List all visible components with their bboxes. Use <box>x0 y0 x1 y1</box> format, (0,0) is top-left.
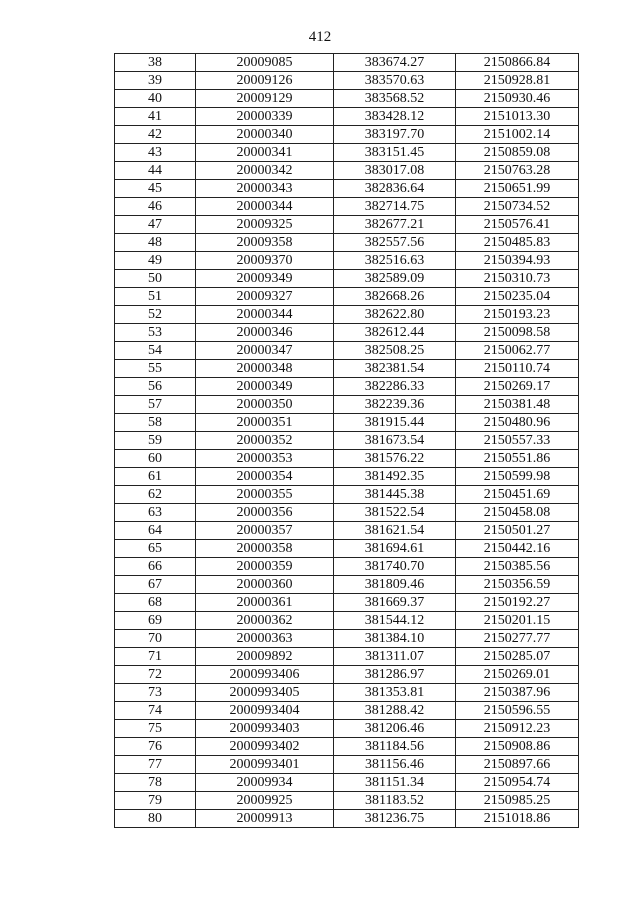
x-coordinate-cell: 381669.37 <box>334 594 456 612</box>
table-row <box>115 234 579 252</box>
point-id-cell: 20009126 <box>196 72 334 90</box>
x-coordinate-cell: 381184.56 <box>334 738 456 756</box>
x-coordinate-cell: 382381.54 <box>334 360 456 378</box>
point-id-cell: 20000361 <box>196 594 334 612</box>
x-coordinate-cell: 381236.75 <box>334 810 456 828</box>
y-coordinate-cell: 2150930.46 <box>456 90 579 108</box>
table-row <box>115 360 579 378</box>
y-coordinate-cell: 2150394.93 <box>456 252 579 270</box>
point-id-cell: 2000993403 <box>196 720 334 738</box>
point-id-cell: 20000360 <box>196 576 334 594</box>
table-row <box>115 144 579 162</box>
y-coordinate-cell: 2150928.81 <box>456 72 579 90</box>
table-row <box>115 90 579 108</box>
y-coordinate-cell: 2150866.84 <box>456 54 579 72</box>
x-coordinate-cell: 382286.33 <box>334 378 456 396</box>
point-id-cell: 20000347 <box>196 342 334 360</box>
table-row <box>115 612 579 630</box>
table-row <box>115 108 579 126</box>
table-row <box>115 378 579 396</box>
y-coordinate-cell: 2150599.98 <box>456 468 579 486</box>
table-row <box>115 162 579 180</box>
x-coordinate-cell: 382239.36 <box>334 396 456 414</box>
y-coordinate-cell: 2150269.17 <box>456 378 579 396</box>
table-row <box>115 72 579 90</box>
point-id-cell: 20009327 <box>196 288 334 306</box>
row-number-cell: 78 <box>115 774 196 792</box>
row-number-cell: 55 <box>115 360 196 378</box>
table-row <box>115 198 579 216</box>
y-coordinate-cell: 2151002.14 <box>456 126 579 144</box>
row-number-cell: 43 <box>115 144 196 162</box>
point-id-cell: 2000993406 <box>196 666 334 684</box>
table-row <box>115 522 579 540</box>
point-id-cell: 20000350 <box>196 396 334 414</box>
x-coordinate-cell: 381492.35 <box>334 468 456 486</box>
y-coordinate-cell: 2150310.73 <box>456 270 579 288</box>
x-coordinate-cell: 382589.09 <box>334 270 456 288</box>
row-number-cell: 76 <box>115 738 196 756</box>
y-coordinate-cell: 2150193.23 <box>456 306 579 324</box>
x-coordinate-cell: 383197.70 <box>334 126 456 144</box>
page-number: 412 <box>308 29 332 45</box>
x-coordinate-cell: 381183.52 <box>334 792 456 810</box>
x-coordinate-cell: 383570.63 <box>334 72 456 90</box>
point-id-cell: 20009370 <box>196 252 334 270</box>
row-number-cell: 57 <box>115 396 196 414</box>
point-id-cell: 20000339 <box>196 108 334 126</box>
x-coordinate-cell: 383568.52 <box>334 90 456 108</box>
x-coordinate-cell: 381694.61 <box>334 540 456 558</box>
point-id-cell: 20000342 <box>196 162 334 180</box>
row-number-cell: 75 <box>115 720 196 738</box>
y-coordinate-cell: 2150501.27 <box>456 522 579 540</box>
point-id-cell: 2000993404 <box>196 702 334 720</box>
x-coordinate-cell: 381151.34 <box>334 774 456 792</box>
x-coordinate-cell: 383428.12 <box>334 108 456 126</box>
x-coordinate-cell: 381544.12 <box>334 612 456 630</box>
x-coordinate-cell: 381384.10 <box>334 630 456 648</box>
y-coordinate-cell: 2150557.33 <box>456 432 579 450</box>
row-number-cell: 56 <box>115 378 196 396</box>
table-row <box>115 738 579 756</box>
y-coordinate-cell: 2150551.86 <box>456 450 579 468</box>
y-coordinate-cell: 2150385.56 <box>456 558 579 576</box>
row-number-cell: 65 <box>115 540 196 558</box>
x-coordinate-cell: 381621.54 <box>334 522 456 540</box>
point-id-cell: 2000993405 <box>196 684 334 702</box>
table-row <box>115 180 579 198</box>
row-number-cell: 42 <box>115 126 196 144</box>
point-id-cell: 20000357 <box>196 522 334 540</box>
x-coordinate-cell: 381206.46 <box>334 720 456 738</box>
table-row <box>115 396 579 414</box>
point-id-cell: 2000993401 <box>196 756 334 774</box>
point-id-cell: 20009913 <box>196 810 334 828</box>
row-number-cell: 71 <box>115 648 196 666</box>
y-coordinate-cell: 2150442.16 <box>456 540 579 558</box>
table-row <box>115 540 579 558</box>
table-row <box>115 702 579 720</box>
row-number-cell: 66 <box>115 558 196 576</box>
point-id-cell: 20000356 <box>196 504 334 522</box>
y-coordinate-cell: 2150763.28 <box>456 162 579 180</box>
y-coordinate-cell: 2150381.48 <box>456 396 579 414</box>
table-row <box>115 432 579 450</box>
y-coordinate-cell: 2150098.58 <box>456 324 579 342</box>
table-row <box>115 450 579 468</box>
row-number-cell: 62 <box>115 486 196 504</box>
row-number-cell: 50 <box>115 270 196 288</box>
table-row <box>115 342 579 360</box>
row-number-cell: 48 <box>115 234 196 252</box>
x-coordinate-cell: 382668.26 <box>334 288 456 306</box>
x-coordinate-cell: 381522.54 <box>334 504 456 522</box>
point-id-cell: 20009358 <box>196 234 334 252</box>
point-id-cell: 2000993402 <box>196 738 334 756</box>
row-number-cell: 59 <box>115 432 196 450</box>
row-number-cell: 40 <box>115 90 196 108</box>
y-coordinate-cell: 2150480.96 <box>456 414 579 432</box>
point-id-cell: 20000352 <box>196 432 334 450</box>
row-number-cell: 64 <box>115 522 196 540</box>
x-coordinate-cell: 381156.46 <box>334 756 456 774</box>
row-number-cell: 49 <box>115 252 196 270</box>
table-row <box>115 504 579 522</box>
point-id-cell: 20000344 <box>196 306 334 324</box>
x-coordinate-cell: 381576.22 <box>334 450 456 468</box>
y-coordinate-cell: 2150954.74 <box>456 774 579 792</box>
point-id-cell: 20000346 <box>196 324 334 342</box>
point-id-cell: 20000349 <box>196 378 334 396</box>
point-id-cell: 20000363 <box>196 630 334 648</box>
row-number-cell: 73 <box>115 684 196 702</box>
y-coordinate-cell: 2150908.86 <box>456 738 579 756</box>
point-id-cell: 20000362 <box>196 612 334 630</box>
point-id-cell: 20009085 <box>196 54 334 72</box>
point-id-cell: 20009925 <box>196 792 334 810</box>
point-id-cell: 20009892 <box>196 648 334 666</box>
table-row <box>115 486 579 504</box>
x-coordinate-cell: 381740.70 <box>334 558 456 576</box>
row-number-cell: 47 <box>115 216 196 234</box>
y-coordinate-cell: 2150912.23 <box>456 720 579 738</box>
row-number-cell: 58 <box>115 414 196 432</box>
point-id-cell: 20000351 <box>196 414 334 432</box>
table-row <box>115 216 579 234</box>
row-number-cell: 52 <box>115 306 196 324</box>
point-id-cell: 20000341 <box>196 144 334 162</box>
y-coordinate-cell: 2150387.96 <box>456 684 579 702</box>
y-coordinate-cell: 2150356.59 <box>456 576 579 594</box>
y-coordinate-cell: 2150897.66 <box>456 756 579 774</box>
x-coordinate-cell: 383151.45 <box>334 144 456 162</box>
table-row <box>115 810 579 828</box>
row-number-cell: 45 <box>115 180 196 198</box>
row-number-cell: 39 <box>115 72 196 90</box>
table-row <box>115 270 579 288</box>
x-coordinate-cell: 382508.25 <box>334 342 456 360</box>
row-number-cell: 72 <box>115 666 196 684</box>
row-number-cell: 51 <box>115 288 196 306</box>
row-number-cell: 60 <box>115 450 196 468</box>
y-coordinate-cell: 2150985.25 <box>456 792 579 810</box>
table-row <box>115 558 579 576</box>
y-coordinate-cell: 2151013.30 <box>456 108 579 126</box>
x-coordinate-cell: 383674.27 <box>334 54 456 72</box>
table-row <box>115 594 579 612</box>
table-row <box>115 54 579 72</box>
x-coordinate-cell: 381673.54 <box>334 432 456 450</box>
row-number-cell: 80 <box>115 810 196 828</box>
y-coordinate-cell: 2151018.86 <box>456 810 579 828</box>
table-row <box>115 288 579 306</box>
y-coordinate-cell: 2150110.74 <box>456 360 579 378</box>
table-row <box>115 126 579 144</box>
x-coordinate-cell: 381288.42 <box>334 702 456 720</box>
y-coordinate-cell: 2150734.52 <box>456 198 579 216</box>
y-coordinate-cell: 2150285.07 <box>456 648 579 666</box>
y-coordinate-cell: 2150458.08 <box>456 504 579 522</box>
y-coordinate-cell: 2150485.83 <box>456 234 579 252</box>
table-row <box>115 324 579 342</box>
y-coordinate-cell: 2150192.27 <box>456 594 579 612</box>
coordinates-table <box>114 53 579 828</box>
row-number-cell: 46 <box>115 198 196 216</box>
point-id-cell: 20000353 <box>196 450 334 468</box>
x-coordinate-cell: 382516.63 <box>334 252 456 270</box>
point-id-cell: 20000358 <box>196 540 334 558</box>
table-row <box>115 774 579 792</box>
point-id-cell: 20000354 <box>196 468 334 486</box>
point-id-cell: 20009934 <box>196 774 334 792</box>
x-coordinate-cell: 382677.21 <box>334 216 456 234</box>
x-coordinate-cell: 383017.08 <box>334 162 456 180</box>
point-id-cell: 20009325 <box>196 216 334 234</box>
point-id-cell: 20009129 <box>196 90 334 108</box>
y-coordinate-cell: 2150269.01 <box>456 666 579 684</box>
table-row <box>115 468 579 486</box>
x-coordinate-cell: 382714.75 <box>334 198 456 216</box>
point-id-cell: 20009349 <box>196 270 334 288</box>
point-id-cell: 20000355 <box>196 486 334 504</box>
x-coordinate-cell: 381915.44 <box>334 414 456 432</box>
y-coordinate-cell: 2150277.77 <box>456 630 579 648</box>
x-coordinate-cell: 381311.07 <box>334 648 456 666</box>
table-row <box>115 756 579 774</box>
point-id-cell: 20000359 <box>196 558 334 576</box>
row-number-cell: 67 <box>115 576 196 594</box>
y-coordinate-cell: 2150576.41 <box>456 216 579 234</box>
table-row <box>115 252 579 270</box>
table-row <box>115 684 579 702</box>
y-coordinate-cell: 2150062.77 <box>456 342 579 360</box>
row-number-cell: 74 <box>115 702 196 720</box>
table-row <box>115 792 579 810</box>
y-coordinate-cell: 2150451.69 <box>456 486 579 504</box>
point-id-cell: 20000340 <box>196 126 334 144</box>
table-row <box>115 666 579 684</box>
y-coordinate-cell: 2150859.08 <box>456 144 579 162</box>
row-number-cell: 63 <box>115 504 196 522</box>
row-number-cell: 44 <box>115 162 196 180</box>
x-coordinate-cell: 382836.64 <box>334 180 456 198</box>
row-number-cell: 53 <box>115 324 196 342</box>
row-number-cell: 77 <box>115 756 196 774</box>
table-row <box>115 414 579 432</box>
row-number-cell: 68 <box>115 594 196 612</box>
y-coordinate-cell: 2150596.55 <box>456 702 579 720</box>
point-id-cell: 20000348 <box>196 360 334 378</box>
table-row <box>115 630 579 648</box>
row-number-cell: 38 <box>115 54 196 72</box>
x-coordinate-cell: 381353.81 <box>334 684 456 702</box>
row-number-cell: 69 <box>115 612 196 630</box>
row-number-cell: 61 <box>115 468 196 486</box>
table-row <box>115 648 579 666</box>
point-id-cell: 20000343 <box>196 180 334 198</box>
row-number-cell: 41 <box>115 108 196 126</box>
coordinates-table-body <box>115 54 579 828</box>
y-coordinate-cell: 2150235.04 <box>456 288 579 306</box>
table-row <box>115 720 579 738</box>
row-number-cell: 70 <box>115 630 196 648</box>
row-number-cell: 79 <box>115 792 196 810</box>
x-coordinate-cell: 382612.44 <box>334 324 456 342</box>
x-coordinate-cell: 381809.46 <box>334 576 456 594</box>
y-coordinate-cell: 2150651.99 <box>456 180 579 198</box>
table-row <box>115 576 579 594</box>
x-coordinate-cell: 381445.38 <box>334 486 456 504</box>
y-coordinate-cell: 2150201.15 <box>456 612 579 630</box>
x-coordinate-cell: 381286.97 <box>334 666 456 684</box>
x-coordinate-cell: 382557.56 <box>334 234 456 252</box>
x-coordinate-cell: 382622.80 <box>334 306 456 324</box>
table-row <box>115 306 579 324</box>
point-id-cell: 20000344 <box>196 198 334 216</box>
row-number-cell: 54 <box>115 342 196 360</box>
